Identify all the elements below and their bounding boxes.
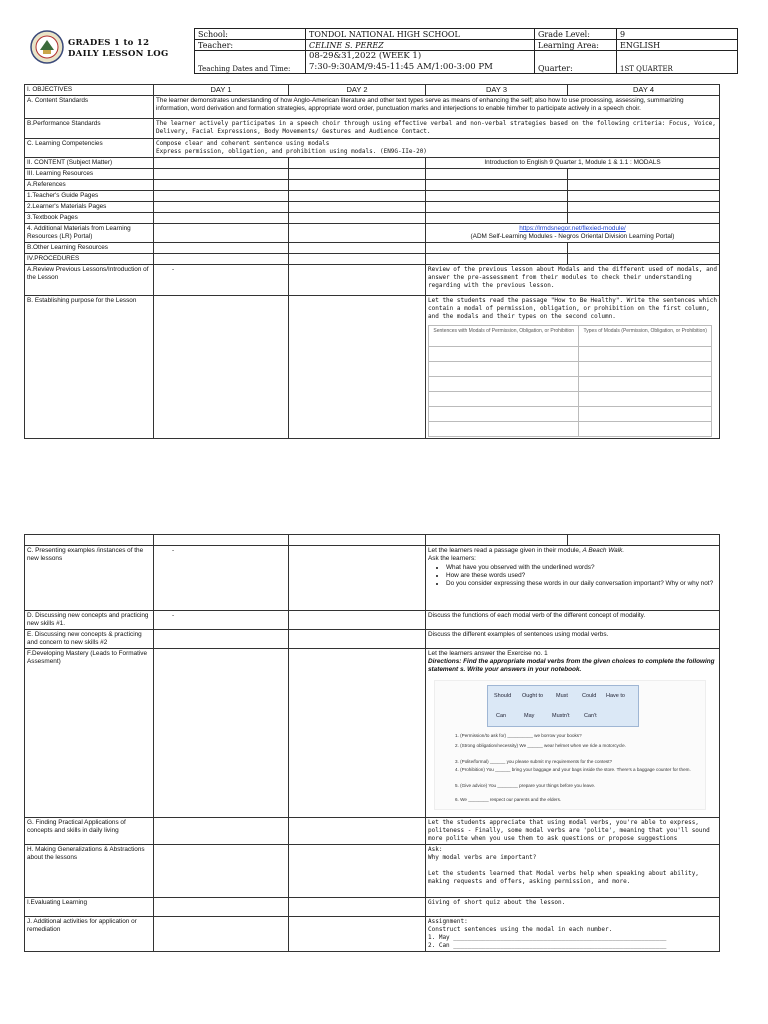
performance-row [25,119,720,139]
day-4-heading: DAY 4 [568,85,720,96]
day-header-row [25,85,720,96]
objectives-heading: I. OBJECTIVES [25,85,154,96]
competency-1: Compose clear and coherent sentence using modals [156,140,330,147]
assignment-instruction: Construct sentences using the modal in each number. [428,926,613,933]
review-text: Review of the previous lesson about Modals and the different used of modals, and answer the pre-assessment from their modules to check their understanding regarding with the previous lesson. [426,265,720,296]
teacher-value: CELINE S. PEREZ [306,40,535,51]
discussing-1-label: D. Discussing new concepts and practicing new skills #1. [25,611,154,630]
day-2-heading: DAY 2 [289,85,426,96]
other-resources-label: B.Other Learning Resources [25,243,154,254]
assignment-item-can: 2. Can ___________________________________________________________ [428,942,667,949]
quarter-value: 1ST QUARTER [617,51,738,74]
lm-label: 2.Learner's Materials Pages [25,202,154,213]
discussing-1-row [25,611,720,630]
day-1-heading: DAY 1 [154,85,289,96]
competency-2: Express permission, obligation, and prohibition using modals. (EN9G-IIe-20) [156,148,427,155]
question-item: • What have you observed with the underlined words? [446,564,717,572]
lrmds-link[interactable]: https://lrmdsnegor.net/flexied-module/ [519,225,626,232]
dates-label: Teaching Dates and Time: [195,51,306,74]
question-item: • Do you consider expressing these words in our daily conversation important? Why or why not? [446,580,717,588]
generalizations-ask: Ask: [428,846,443,853]
resources-row [25,169,720,180]
additional-row [25,917,720,952]
tg-label: 1.Teacher's Guide Pages [25,191,154,202]
evaluating-label: I.Evaluating Learning [25,898,154,917]
review-label: A.Review Previous Lessons/Introduction of the Lesson [25,265,154,296]
competencies-label: C. Learning Competencies [25,139,154,158]
day-3-heading: DAY 3 [426,85,568,96]
performance-label: B.Performance Standards [25,119,154,139]
assignment-label: Assignment: [428,918,468,925]
presenting-intro: Let the learners read a passage given in their module, [428,547,583,554]
additional-cell [426,917,720,952]
references-label: A.References [25,180,154,191]
presenting-text [426,546,720,611]
presenting-label: C. Presenting examples /instances of the new lessons [25,546,154,611]
purpose-row [25,296,720,439]
content-standards-row [25,96,720,119]
discussing-2-label: E. Discussing new concepts & practicing and concern to new skills #2 [25,630,154,649]
applications-text: Let the students appreciate that using modal verbs, you're able to express, politeness - Finally, some modal verbs are 'polite', meaning that you'll sound more polite when you use them to ask questions or propose suggestions [426,818,720,845]
mastery-label: F.Developing Mastery (Leads to Formative Assesment) [25,649,154,818]
document-header [24,28,740,76]
lm-row [25,202,720,213]
discussing-1-text: Discuss the functions of each modal verb of the different concept of modality. [426,611,720,630]
applications-label: G. Finding Practical Applications of concepts and skills in daily living [25,818,154,845]
modal-choice: Should [494,693,512,699]
dates-value [306,51,535,74]
presenting-ask: Ask the learners: [428,555,476,562]
assignment-item-may: 1. May ___________________________________________________________ [428,934,667,941]
content-standards-text: The learner demonstrates understanding of how Anglo-American literature and other text types serve as means of enhancing the self; also how to use processing, assessing, summarizing information, word derivation and formation strategies, appropriate word order, punctuation marks and interjections to enable him/her to participate actively in a speech choir. [154,96,720,119]
modal-choice: Ought to [522,693,544,699]
modal-choice: Can [496,713,507,719]
exercise-item: 3. (Polite/formal) ______ you please submit my requirements for the contest? [455,759,613,764]
tb-label: 3.Textbook Pages [25,213,154,224]
competencies-text [154,139,720,158]
modal-choices-box [487,685,639,727]
modal-choice: Have to [606,693,625,699]
deped-seal-icon [30,30,64,64]
generalizations-label: H. Making Generalizations & Abstractions about the lessons [25,845,154,898]
teacher-label: Teacher: [195,40,306,51]
additional-materials-text [426,224,720,243]
title-line-1: GRADES 1 to 12 [68,38,150,48]
generalizations-cell [426,845,720,898]
quarter-label: Quarter: [535,51,617,74]
exercise-item: 2. (Strong obligation/necessity) We ______ wear helmet when we ride a motorcycle. [455,743,626,748]
content-label: II. CONTENT (Subject Matter) [25,158,154,169]
question-item: • How are these words used? [446,572,717,580]
question-list [446,564,717,588]
modal-choice: May [524,713,535,719]
resources-label: III. Learning Resources [25,169,154,180]
lesson-table-page-1 [24,84,720,439]
purpose-label: B. Establishing purpose for the Lesson [25,296,154,439]
review-dash: - [154,265,289,296]
additional-label: J. Additional activities for application or remediation [25,917,154,952]
mastery-instruction: Let the learners answer the Exercise no. 1 [428,650,548,657]
content-standards-label: A. Content Standards [25,96,154,119]
review-row [25,265,720,296]
school-label: School: [195,29,306,40]
mastery-row [25,649,720,818]
procedures-label: IV.PROCEDURES [25,254,154,265]
discussing-1-dash: - [154,611,289,630]
exercise-image [434,680,706,810]
modal-choice: Must [556,693,568,699]
references-row [25,180,720,191]
area-label: Learning Area: [535,40,617,51]
worksheet-col-2-head: Types of Modals (Permission, Obligation, or Prohibition) [579,326,712,347]
area-value: ENGLISH [617,40,738,51]
exercise-item: 5. (Give advice) You ________ prepare your things before you leave. [455,783,596,788]
exercise-item: 4. (Prohibition) You ______ bring your baggage and your bags inside the store. There's a baggage counter for them. [455,767,691,772]
additional-materials-row [25,224,720,243]
tb-row [25,213,720,224]
procedures-row [25,254,720,265]
modal-choice: Could [582,693,597,699]
modal-choice: Can't [584,713,597,719]
discussing-2-text: Discuss the different examples of sentences using modal verbs. [426,630,720,649]
dates-line-2: 7:30-9:30AM/9:45-11:45 AM/1:00-3:00 PM [309,62,493,72]
grade-value: 9 [617,29,738,40]
mastery-directions: Directions: Find the appropriate modal verbs from the given choices to complete the following statement s. Write your answers in your notebook. [428,658,715,673]
generalizations-row [25,845,720,898]
title-line-2: DAILY LESSON LOG [68,49,169,59]
presenting-dash: - [154,546,289,611]
exercise-item: 1. (Permission/to ask for) __________ we borrow your books? [455,733,582,738]
purpose-cell [426,296,720,439]
additional-materials-label: 4. Additional Materials from Learning Resources (LR) Portal) [25,224,154,243]
presenting-row [25,546,720,611]
generalizations-question: Why modal verbs are important? [428,854,537,861]
other-resources-row [25,243,720,254]
purpose-text: Let the students read the passage "How to Be Healthy". Write the sentences which contain a modal of permission, obligation, or prohibition on the first column, and the modals and their types on the second column. [428,297,717,320]
document-title [68,38,169,60]
evaluating-text: Giving of short quiz about the lesson. [426,898,720,917]
presenting-title: A Beach Walk. [582,547,625,554]
dates-line-1: 08-29&31,2022 (WEEK 1) [309,51,422,61]
worksheet-col-1-head: Sentences with Modals of Permission, Obligation, or Prohibition [429,326,579,347]
discussing-2-row [25,630,720,649]
info-table [194,28,738,74]
grade-label: Grade Level: [535,29,617,40]
content-text: Introduction to English 9 Quarter 1, Module 1 & 1.1 : MODALS [426,158,720,169]
adm-modules-text: (ADM Self-Learning Modules - Negros Oriental Division Learning Portal) [470,233,675,240]
evaluating-row [25,898,720,917]
competencies-row [25,139,720,158]
exercise-item: 6. We ________ respect our parents and the elders. [455,797,562,802]
content-row [25,158,720,169]
generalizations-answer: Let the students learned that Modal verbs help when speaking about ability, making requests and offers, asking permission, and more. [428,870,699,885]
modal-worksheet-table [428,325,712,437]
mastery-cell [426,649,720,818]
performance-text: The learner actively participates in a speech choir through using effective verbal and non-verbal strategies based on the following criteria: Focus, Voice, Delivery, Facial Expressions, Body Movements/ Gestures and Audience Contact. [154,119,720,139]
lesson-table-page-2 [24,534,720,952]
applications-row [25,818,720,845]
tg-row [25,191,720,202]
modal-choice: Mustn't [552,713,570,719]
school-value: TONDOL NATIONAL HIGH SCHOOL [306,29,535,40]
